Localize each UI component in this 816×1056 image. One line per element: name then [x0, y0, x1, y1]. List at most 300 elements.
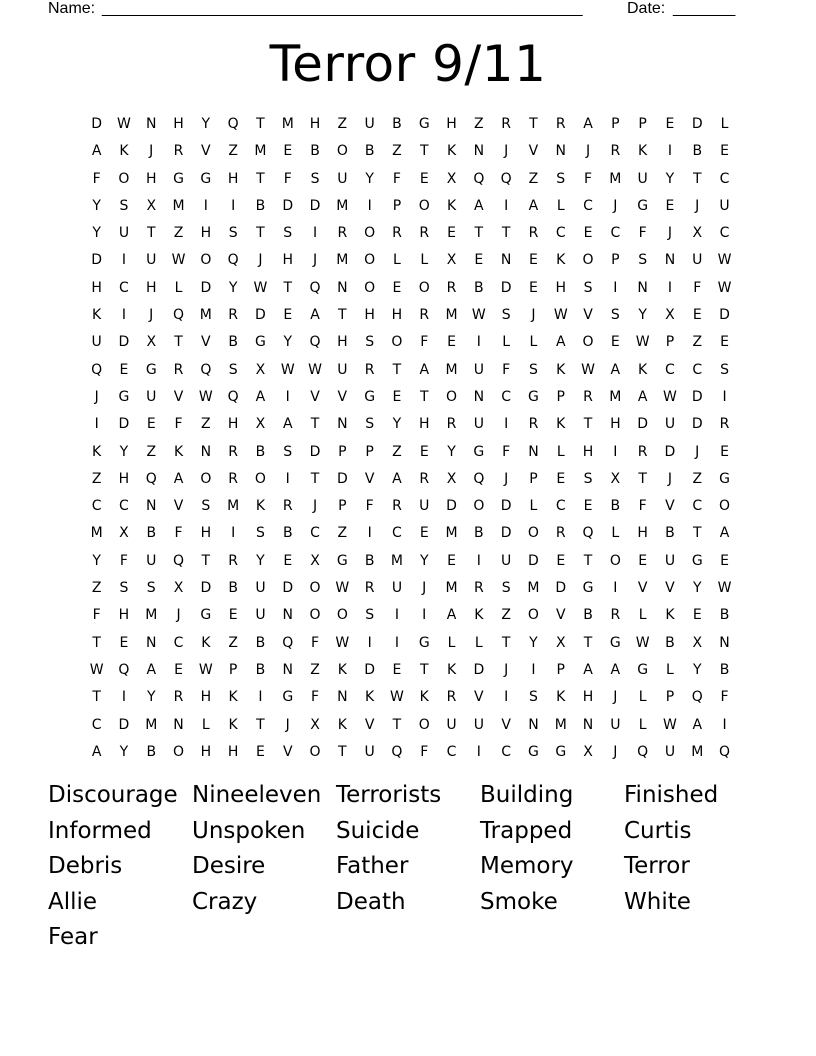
grid-letter: J [312, 498, 318, 515]
grid-letter: R [228, 443, 239, 460]
grid-letter: A [255, 388, 266, 405]
grid-letter: M [691, 743, 704, 760]
grid-letter: P [392, 197, 402, 214]
grid-letter: Z [228, 143, 238, 160]
grid-letter: J [504, 470, 509, 487]
grid-letter: O [309, 743, 321, 760]
grid-letter: B [146, 525, 157, 542]
grid-letter: G [118, 388, 130, 405]
grid-letter: C [91, 716, 102, 733]
grid-letter: E [720, 143, 729, 160]
grid-letter: K [556, 361, 566, 378]
grid-letter: V [201, 334, 211, 351]
grid-letter: M [336, 197, 349, 214]
grid-letter: I [613, 279, 618, 296]
grid-letter: G [719, 470, 730, 487]
grid-letter: L [502, 334, 511, 351]
grid-letter: M [145, 607, 158, 624]
grid-letter: Y [365, 170, 374, 187]
grid-letter: R [446, 279, 457, 296]
grid-letter: Z [91, 470, 102, 487]
grid-letter: A [91, 743, 102, 760]
grid-letter: A [610, 361, 621, 378]
grid-letter: K [638, 143, 648, 160]
grid-letter: K [92, 307, 102, 324]
grid-letter: L [420, 252, 429, 269]
grid-letter: N [500, 252, 512, 269]
grid-letter: R [282, 498, 293, 515]
grid-letter: I [476, 334, 481, 351]
grid-letter: O [200, 252, 212, 269]
word-list-item: Nineeleven [192, 782, 322, 808]
grid-letter: X [173, 580, 184, 597]
grid-letter: W [335, 580, 350, 597]
grid-letter: V [364, 716, 375, 733]
grid-letter: U [692, 252, 703, 269]
grid-letter: X [146, 197, 157, 214]
grid-letter: S [501, 307, 511, 324]
grid-letter: B [146, 743, 157, 760]
grid-letter: X [255, 416, 266, 433]
grid-letter: S [365, 334, 375, 351]
grid-letter: B [474, 279, 484, 296]
grid-letter: N [473, 388, 485, 405]
grid-letter: H [337, 334, 348, 351]
page-title: Terror 9/11 [269, 35, 547, 93]
grid-letter: T [419, 661, 429, 678]
grid-letter: D [200, 279, 212, 296]
grid-letter: X [692, 634, 703, 651]
grid-letter: I [121, 307, 127, 324]
grid-letter: E [447, 334, 456, 351]
grid-letter: L [529, 334, 538, 351]
grid-letter: D [364, 661, 376, 678]
grid-letter: N [337, 689, 348, 706]
grid-letter: I [367, 525, 372, 542]
grid-letter: O [364, 252, 376, 269]
grid-letter: L [638, 716, 647, 733]
grid-letter: J [695, 443, 700, 460]
grid-letter: N [555, 143, 566, 160]
grid-letter: M [554, 716, 567, 733]
grid-letter: K [446, 197, 457, 214]
grid-letter: E [583, 225, 593, 242]
grid-letter: P [529, 470, 538, 487]
grid-letter: Y [228, 279, 238, 296]
grid-letter: Q [227, 252, 239, 269]
grid-letter: H [418, 416, 430, 433]
grid-letter: D [336, 470, 348, 487]
grid-letter: V [528, 143, 539, 160]
grid-letter: Y [665, 170, 675, 187]
grid-letter: R [719, 416, 730, 433]
grid-letter: W [198, 661, 213, 678]
grid-letter: K [228, 689, 238, 706]
grid-letter: F [311, 689, 320, 706]
grid-letter: I [258, 689, 263, 706]
grid-letter: D [555, 580, 567, 597]
grid-letter: K [638, 361, 648, 378]
grid-letter: Z [692, 470, 703, 487]
grid-letter: E [610, 334, 620, 351]
grid-letter: I [613, 580, 618, 597]
grid-row [83, 195, 737, 222]
grid-letter: J [312, 252, 318, 269]
grid-letter: O [473, 498, 485, 515]
grid-letter: R [364, 580, 375, 597]
grid-letter: H [118, 470, 130, 487]
grid-letter: F [365, 498, 374, 515]
grid-letter: E [392, 661, 402, 678]
grid-letter: H [227, 743, 239, 760]
grid-letter: K [337, 661, 347, 678]
grid-letter: I [121, 689, 127, 706]
grid-letter: E [529, 252, 538, 269]
grid-letter: Z [337, 116, 348, 132]
grid-letter: U [255, 607, 266, 624]
grid-letter: P [665, 689, 675, 706]
grid-letter: Q [91, 361, 103, 378]
word-list-item: Terrorists [336, 782, 442, 808]
grid-letter: B [719, 607, 730, 624]
grid-letter: J [176, 607, 181, 624]
grid-letter: P [556, 661, 565, 678]
grid-letter: X [310, 716, 320, 733]
grid-letter: R [392, 498, 402, 515]
grid-letter: N [337, 416, 348, 433]
grid-letter: W [253, 279, 268, 296]
grid-letter: U [337, 170, 348, 187]
grid-letter: V [665, 580, 675, 597]
grid-letter: U [637, 170, 648, 187]
grid-letter: I [394, 607, 400, 624]
grid-letter: M [172, 197, 185, 214]
grid-letter: N [528, 443, 539, 460]
grid-letter: B [255, 197, 266, 214]
grid-letter: E [556, 470, 566, 487]
grid-row [83, 659, 737, 686]
grid-letter: O [446, 388, 458, 405]
grid-letter: S [529, 689, 538, 706]
date-label: Date: [627, 0, 666, 17]
grid-letter: B [719, 661, 730, 678]
grid-letter: Q [582, 525, 594, 542]
grid-letter: I [476, 743, 481, 760]
grid-letter: A [583, 116, 593, 132]
grid-letter: P [365, 443, 374, 460]
grid-row [83, 604, 737, 631]
grid-letter: T [474, 225, 484, 242]
grid-letter: V [282, 743, 293, 760]
grid-letter: E [419, 525, 429, 542]
grid-letter: Z [528, 170, 539, 187]
grid-letter: E [720, 443, 729, 460]
grid-letter: V [474, 689, 484, 706]
grid-letter: R [337, 225, 348, 242]
word-list-item: White [624, 888, 691, 915]
grid-letter: Q [309, 279, 321, 296]
grid-letter: O [609, 552, 621, 569]
grid-letter: Y [256, 552, 265, 569]
grid-letter: L [201, 716, 210, 733]
grid-letter: D [118, 716, 130, 733]
grid-letter: B [364, 552, 375, 569]
grid-letter: C [501, 388, 512, 405]
grid-letter: I [367, 197, 372, 214]
grid-letter: M [527, 580, 540, 597]
grid-letter: R [528, 416, 539, 433]
grid-letter: T [692, 525, 702, 542]
grid-letter: N [146, 498, 157, 515]
grid-letter: Q [473, 470, 485, 487]
grid-letter: U [473, 361, 484, 378]
grid-letter: H [282, 252, 293, 269]
grid-letter: G [255, 334, 266, 351]
grid-letter: O [418, 197, 430, 214]
grid-letter: J [422, 580, 427, 597]
grid-letter: S [119, 197, 129, 214]
grid-letter: W [471, 307, 486, 324]
grid-letter: G [637, 661, 649, 678]
grid-letter: S [201, 498, 211, 515]
grid-letter: J [94, 388, 99, 405]
grid-letter: H [582, 443, 594, 460]
grid-letter: J [667, 470, 673, 487]
grid-letter: J [585, 143, 591, 160]
grid-letter: G [555, 743, 567, 760]
grid-letter: U [446, 716, 457, 733]
grid-letter: N [719, 634, 730, 651]
grid-letter: W [635, 334, 650, 351]
word-list-item: Terror [624, 853, 690, 879]
grid-letter: U [118, 225, 130, 242]
word-list-item: Finished [624, 782, 719, 808]
grid-letter: K [255, 498, 266, 515]
grid-letter: Q [173, 552, 185, 569]
grid-letter: U [146, 552, 157, 569]
grid-letter: S [529, 361, 538, 378]
grid-letter: E [419, 170, 429, 187]
grid-letter: T [283, 279, 293, 296]
grid-letter: Z [692, 334, 703, 351]
grid-letter: P [611, 116, 620, 132]
grid-letter: E [228, 607, 238, 624]
grid-letter: B [255, 661, 266, 678]
grid-letter: A [146, 661, 157, 678]
grid-letter: P [665, 334, 675, 351]
grid-letter: O [200, 470, 212, 487]
grid-letter: I [312, 225, 318, 242]
grid-letter: G [418, 116, 430, 132]
grid-letter: T [256, 716, 265, 733]
grid-letter: W [717, 252, 732, 269]
grid-letter: C [446, 743, 457, 760]
grid-letter: R [392, 225, 402, 242]
grid-letter: I [667, 143, 673, 160]
grid-letter: F [92, 170, 101, 187]
grid-letter: F [584, 170, 593, 187]
grid-letter: V [201, 143, 211, 160]
grid-letter: O [582, 252, 594, 269]
grid-letter: D [473, 661, 485, 678]
grid-letter: Z [146, 443, 157, 460]
grid-letter: Y [92, 552, 101, 569]
grid-letter: D [446, 498, 457, 515]
grid-letter: Z [474, 116, 484, 132]
grid-letter: E [529, 279, 538, 296]
grid-letter: G [582, 580, 594, 597]
word-list-item: Death [336, 888, 406, 915]
grid-letter: E [283, 552, 293, 569]
grid-letter: R [419, 470, 430, 487]
grid-letter: W [717, 279, 732, 296]
grid-row [83, 413, 737, 440]
grid-letter: H [391, 307, 403, 324]
grid-letter: T [310, 416, 320, 433]
grid-letter: B [692, 143, 703, 160]
grid-letter: C [610, 225, 621, 242]
grid-letter: A [583, 661, 593, 678]
grid-letter: I [504, 689, 509, 706]
grid-letter: R [555, 525, 566, 542]
grid-letter: F [502, 443, 511, 460]
grid-row [83, 577, 737, 604]
grid-letter: E [720, 334, 729, 351]
grid-letter: J [695, 197, 700, 214]
grid-letter: T [529, 116, 538, 132]
grid-letter: S [501, 580, 511, 597]
grid-letter: Q [227, 116, 239, 132]
grid-letter: Q [309, 334, 321, 351]
grid-letter: T [174, 334, 183, 351]
grid-letter: L [447, 634, 456, 651]
grid-letter: U [664, 416, 676, 433]
grid-letter: P [556, 388, 565, 405]
grid-letter: W [717, 580, 732, 597]
grid-letter: U [719, 197, 730, 214]
grid-letter: M [336, 252, 349, 269]
grid-letter: W [308, 361, 322, 378]
grid-letter: N [173, 716, 184, 733]
grid-letter: U [91, 334, 102, 351]
grid-letter: F [638, 225, 647, 242]
grid-letter: Q [118, 661, 130, 678]
grid-letter: J [667, 225, 673, 242]
grid-letter: E [720, 552, 729, 569]
grid-letter: I [504, 416, 509, 433]
grid-letter: Q [282, 634, 294, 651]
grid-letter: O [118, 170, 130, 187]
grid-letter: E [146, 416, 156, 433]
grid-letter: F [420, 743, 429, 760]
grid-letter: D [118, 416, 130, 433]
grid-letter: R [173, 689, 184, 706]
grid-letter: D [719, 307, 730, 324]
grid-letter: J [258, 252, 263, 269]
grid-letter: R [610, 143, 621, 160]
grid-letter: U [610, 716, 621, 733]
grid-letter: S [556, 170, 566, 187]
grid-letter: M [145, 716, 158, 733]
grid-letter: K [365, 689, 375, 706]
grid-letter: K [173, 443, 184, 460]
grid-letter: S [310, 170, 320, 187]
grid-letter: J [149, 307, 154, 324]
grid-letter: B [282, 525, 293, 542]
grid-letter: Z [501, 607, 511, 624]
grid-letter: X [446, 170, 457, 187]
grid-letter: T [392, 361, 402, 378]
grid-letter: A [555, 334, 566, 351]
grid-letter: H [200, 525, 212, 542]
grid-letter: W [171, 252, 186, 269]
grid-letter: O [336, 607, 348, 624]
grid-letter: L [474, 634, 483, 651]
grid-letter: P [338, 443, 347, 460]
grid-letter: U [364, 116, 375, 132]
word-list-item: Crazy [192, 888, 258, 915]
grid-letter: F [693, 279, 702, 296]
grid-letter: N [337, 279, 348, 296]
word-list-item: Debris [48, 853, 123, 879]
grid-letter: N [146, 116, 157, 132]
grid-letter: K [556, 416, 566, 433]
grid-letter: H [582, 689, 594, 706]
grid-letter: O [173, 743, 185, 760]
grid-letter: W [663, 716, 677, 733]
grid-letter: T [392, 716, 402, 733]
grid-letter: Q [145, 470, 157, 487]
grid-letter: D [664, 443, 676, 460]
grid-letter: F [311, 634, 320, 651]
grid-letter: Q [173, 307, 185, 324]
grid-letter: E [638, 552, 648, 569]
grid-letter: O [582, 334, 594, 351]
grid-letter: H [364, 307, 375, 324]
grid-row [83, 331, 737, 358]
grid-letter: I [504, 197, 509, 214]
grid-letter: F [174, 525, 183, 542]
grid-row [83, 277, 737, 304]
grid-letter: D [282, 197, 294, 214]
grid-letter: R [555, 116, 566, 132]
grid-row [83, 522, 737, 549]
grid-letter: X [146, 334, 157, 351]
grid-letter: L [720, 116, 729, 132]
grid-letter: Q [200, 361, 212, 378]
grid-letter: N [146, 634, 157, 651]
grid-letter: R [610, 607, 621, 624]
grid-letter: E [174, 661, 183, 678]
grid-letter: T [419, 143, 429, 160]
grid-letter: I [203, 197, 208, 214]
grid-letter: S [610, 307, 620, 324]
grid-letter: D [637, 416, 649, 433]
grid-letter: M [445, 525, 458, 542]
grid-letter: Z [310, 661, 320, 678]
grid-row [83, 113, 737, 140]
grid-letter: C [173, 634, 184, 651]
word-list-item: Desire [192, 853, 266, 879]
grid-letter: G [609, 634, 621, 651]
grid-letter: T [256, 225, 265, 242]
grid-letter: Q [637, 743, 649, 760]
grid-letter: M [390, 552, 403, 569]
grid-letter: S [583, 470, 593, 487]
grid-letter: K [446, 661, 457, 678]
grid-letter: K [665, 607, 675, 624]
grid-letter: O [391, 334, 403, 351]
